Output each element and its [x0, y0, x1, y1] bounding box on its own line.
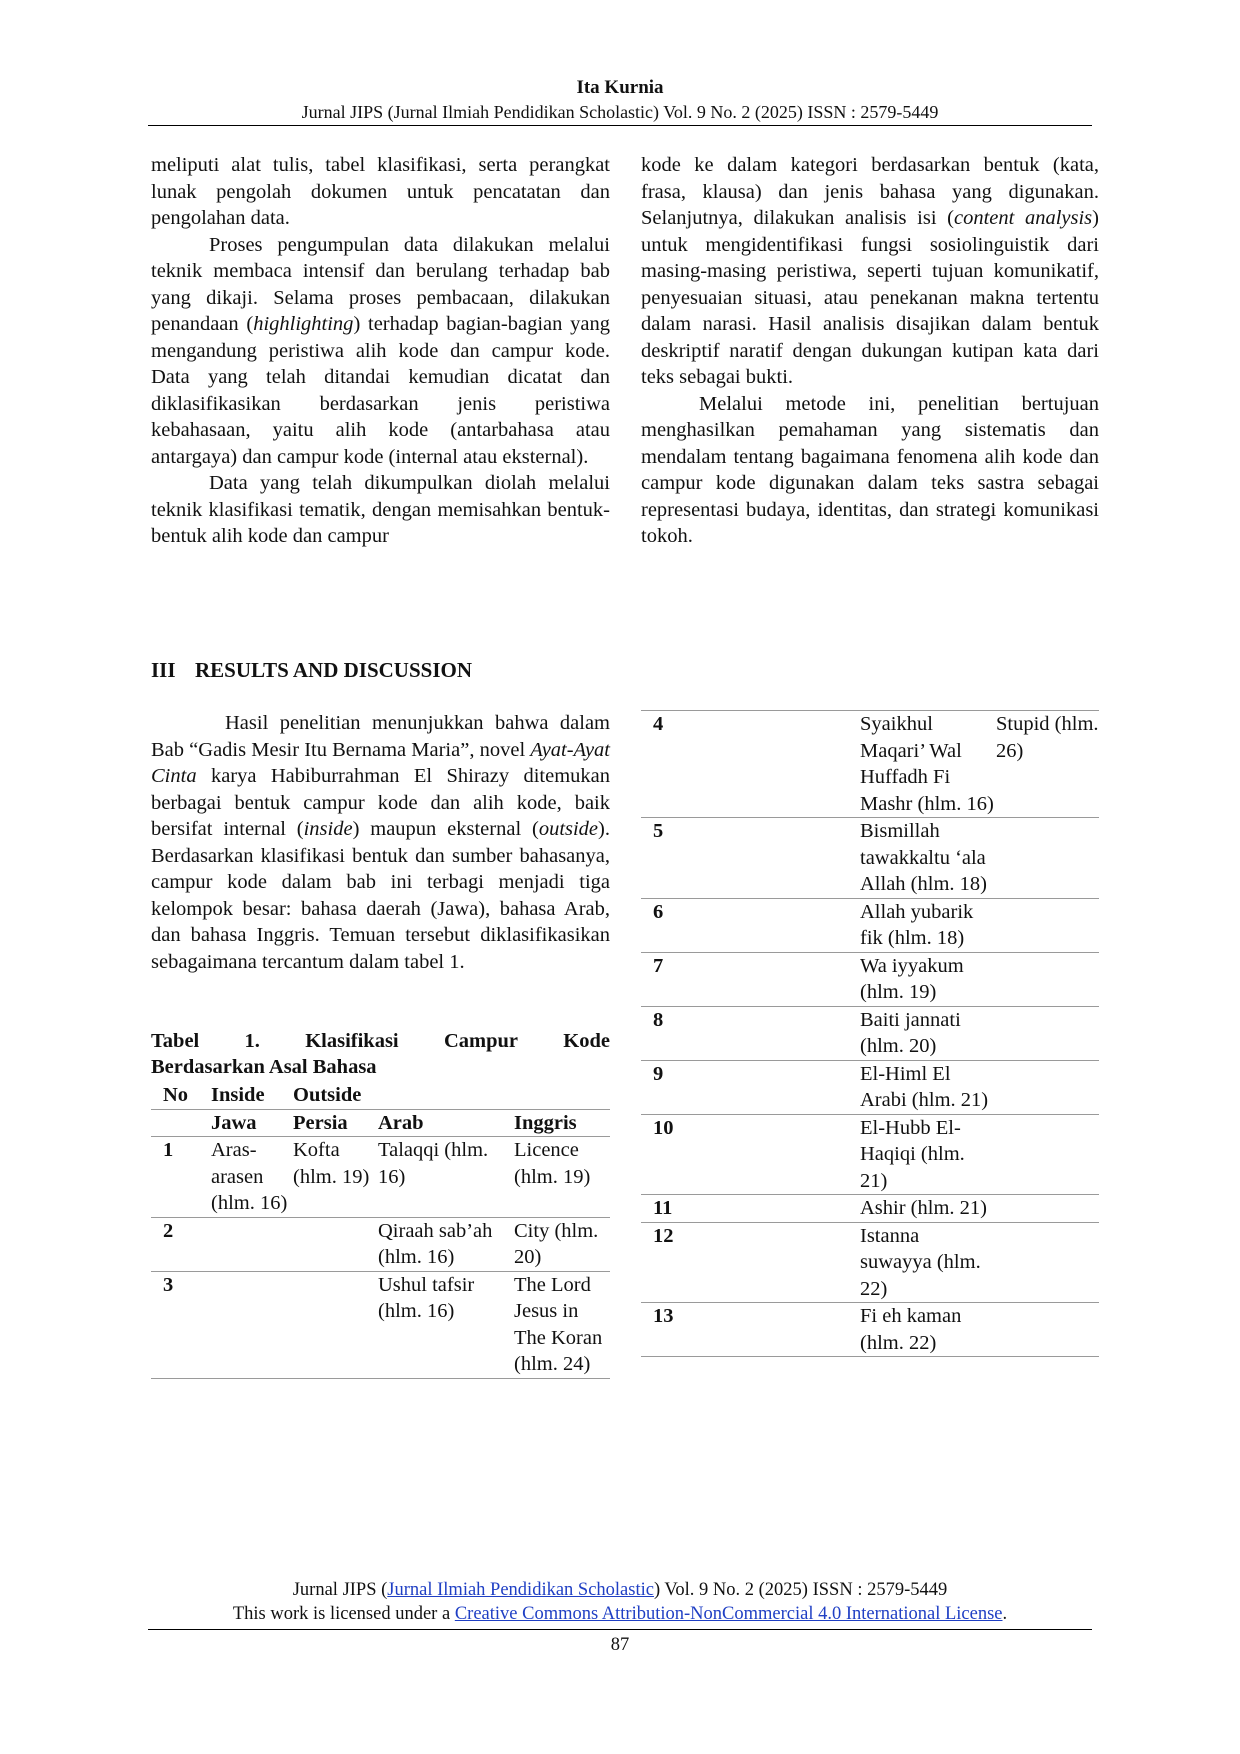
cell-inggris — [996, 1195, 1099, 1223]
page-footer — [148, 1578, 1092, 1626]
table-row — [641, 1222, 1099, 1303]
cell-arab: Fi eh kaman (hlm. 22) — [860, 1303, 996, 1357]
text: ) maupun eksternal ( — [352, 818, 539, 840]
header-jawa: Jawa — [211, 1109, 293, 1137]
header-inggris: Inggris — [514, 1109, 610, 1137]
table-row — [151, 1137, 610, 1218]
paragraph — [151, 710, 610, 975]
table-row — [641, 1006, 1099, 1060]
text: kode ke dalam kategori berdasarkan bentuk (kata, frasa, klausa) dan jenis bahasa yang digunakan. Selanjutnya, dilakukan analisis isi ( — [641, 154, 1099, 229]
results-paragraph — [151, 710, 610, 975]
cell-arab: El-Himl El Arabi (hlm. 21) — [860, 1060, 996, 1114]
cell-jawa — [211, 1271, 293, 1378]
text: Hasil penelitian menunjukkan bahwa dalam Bab “Gadis Mesir Itu Bernama Maria”, novel — [151, 712, 610, 761]
cell-no: 1 — [151, 1137, 211, 1218]
cell-arab: Talaqqi (hlm. 16) — [378, 1137, 514, 1218]
cell-inggris — [996, 1222, 1099, 1303]
text: ) terhadap bagian-bagian yang mengandung peristiwa alih kode dan campur kode. Data yang telah ditandai kemudian dicatat dan diklasifikasikan berdasarkan jenis peristiwa kebahasaan, yaitu alih kode (antarbahasa atau antargaya) dan campur kode (internal atau eksternal). — [151, 313, 610, 468]
cell-persia: Kofta (hlm. 19) — [293, 1137, 378, 1218]
cell-inggris — [996, 1303, 1099, 1357]
section-title: RESULTS AND DISCUSSION — [195, 658, 472, 682]
cell-inggris — [996, 952, 1099, 1006]
cell-arab: Allah yubarik fik (hlm. 18) — [860, 898, 996, 952]
emphasis: highlighting — [253, 313, 354, 335]
cell-no: 7 — [641, 952, 860, 1006]
header-persia: Persia — [293, 1109, 378, 1137]
header-outside: Outside — [293, 1082, 610, 1109]
section-heading — [151, 656, 472, 684]
cell-inggris — [996, 1006, 1099, 1060]
text: Proses pengumpulan data dilakukan melalui teknik membaca intensif dan berulang terhadap bab yang dikaji. Selama proses pembacaan, dilakukan penandaan ( — [151, 233, 610, 335]
cell-no: 3 — [151, 1271, 211, 1378]
emphasis: inside — [303, 818, 353, 840]
cell-arab: Qiraah sab’ah (hlm. 16) — [378, 1217, 514, 1271]
table-row — [151, 1217, 610, 1271]
text: karya Habiburrahman El Shirazy ditemukan berbagai bentuk campur kode dan alih kode, baik bersifat internal ( — [151, 765, 610, 840]
cell-no: 4 — [641, 711, 860, 818]
header-inside: Inside — [211, 1082, 293, 1109]
cell-no: 5 — [641, 818, 860, 899]
cell-inggris — [996, 898, 1099, 952]
caption-word: Klasifikasi — [305, 1030, 399, 1052]
cell-persia — [293, 1217, 378, 1271]
caption-word: 1. — [244, 1030, 260, 1052]
running-head — [148, 76, 1092, 124]
footer-rule — [148, 1629, 1092, 1630]
cell-arab: El-Hubb El-Haqiqi (hlm. 21) — [860, 1114, 996, 1195]
paragraph: meliputi alat tulis, tabel klasifikasi, serta perangkat lunak pengolah dokumen untuk pencatatan dan pengolahan data. — [151, 154, 610, 229]
text: ). Berdasarkan klasifikasi bentuk dan sumber bahasanya, campur kode dalam bab ini terbagi menjadi tiga kelompok besar: bahasa daerah (Jawa), bahasa Arab, dan bahasa Inggris. Temuan tersebut diklasifikasikan sebagaimana tercantum dalam tabel 1. — [151, 818, 610, 973]
table-row — [151, 1271, 610, 1378]
emphasis: content analysis — [953, 207, 1093, 229]
cell-persia — [293, 1271, 378, 1378]
header-arab: Arab — [378, 1109, 514, 1137]
text: Jurnal JIPS ( — [292, 1580, 388, 1600]
caption-word: Tabel — [151, 1030, 200, 1052]
cell-arab: Ashir (hlm. 21) — [860, 1195, 996, 1223]
cell-no: 6 — [641, 898, 860, 952]
paragraph — [151, 232, 610, 471]
classification-table — [151, 1082, 610, 1379]
author-name: Ita Kurnia — [576, 77, 664, 98]
license-link[interactable]: Creative Commons Attribution-NonCommercial 4.0 International License — [454, 1604, 1003, 1624]
text: . — [1002, 1604, 1008, 1624]
journal-link[interactable]: Jurnal Ilmiah Pendidikan Scholastic — [387, 1580, 654, 1600]
cell-inggris — [996, 818, 1099, 899]
cell-no: 8 — [641, 1006, 860, 1060]
cell-jawa: Aras-arasen (hlm. 16) — [211, 1137, 293, 1218]
paragraph: Data yang telah dikumpulkan diolah melalui teknik klasifikasi tematik, dengan memisahkan bentuk-bentuk alih kode dan campur — [151, 472, 610, 547]
table-row — [641, 1303, 1099, 1357]
cell-inggris: Licence (hlm. 19) — [514, 1137, 610, 1218]
cell-no: 2 — [151, 1217, 211, 1271]
paragraph — [641, 152, 1099, 391]
table-row — [641, 952, 1099, 1006]
cell-no: 9 — [641, 1060, 860, 1114]
paragraph: Melalui metode ini, penelitian bertujuan menghasilkan pemahaman yang sistematis dan mendalam tentang bagaimana fenomena alih kode dan campur kode digunakan dalam teks sastra sebagai representasi budaya, identitas, dan strategi komunikasi tokoh. — [641, 392, 1099, 547]
cell-arab: Istanna suwayya (hlm. 22) — [860, 1222, 996, 1303]
section-number: III — [151, 658, 176, 682]
caption-word: Kode — [563, 1030, 610, 1052]
page-number: 87 — [610, 1635, 630, 1655]
caption-word: Campur — [443, 1030, 518, 1052]
cell-arab: Baiti jannati (hlm. 20) — [860, 1006, 996, 1060]
cell-arab: Bismillah tawakkaltu ‘ala Allah (hlm. 18) — [860, 818, 996, 899]
cell-inggris — [996, 1114, 1099, 1195]
footer-journal-line — [148, 1578, 1092, 1602]
cell-no: 11 — [641, 1195, 860, 1223]
table-row — [641, 1060, 1099, 1114]
text: ) untuk mengidentifikasi fungsi sosiolinguistik dari masing-masing peristiwa, seperti tujuan komunikatif, penyesuaian situasi, atau penekanan makna tertentu dalam narasi. Hasil analisis disajikan dalam bentuk deskriptif naratif dengan dukungan kutipan kata dari teks sebagai bukti. — [641, 207, 1099, 388]
classification-table-continued — [641, 710, 1099, 1357]
table-header-row — [151, 1082, 610, 1109]
cell-inggris: The Lord Jesus in The Koran (hlm. 24) — [514, 1271, 610, 1378]
cell-arab: Wa iyyakum (hlm. 19) — [860, 952, 996, 1006]
cell-no: 13 — [641, 1303, 860, 1357]
table-row — [641, 1114, 1099, 1195]
cell-arab: Ushul tafsir (hlm. 16) — [378, 1271, 514, 1378]
emphasis: Ayat-Ayat Cinta — [151, 738, 610, 787]
text: This work is licensed under a — [232, 1604, 455, 1624]
header-rule — [148, 125, 1092, 126]
table-row — [641, 818, 1099, 899]
footer-license-line — [148, 1602, 1092, 1626]
cell-inggris — [996, 1060, 1099, 1114]
table-subheader-row — [151, 1109, 610, 1137]
table-caption — [151, 1028, 610, 1080]
cell-inggris: Stupid (hlm. 26) — [996, 711, 1099, 818]
table-row — [641, 1195, 1099, 1223]
cell-no: 10 — [641, 1114, 860, 1195]
header-no: No — [151, 1082, 211, 1109]
cell-jawa — [211, 1217, 293, 1271]
emphasis: outside — [538, 818, 599, 840]
right-column — [641, 152, 1099, 550]
text: ) Vol. 9 No. 2 (2025) ISSN : 2579-5449 — [653, 1580, 948, 1600]
table-row — [641, 898, 1099, 952]
table-row — [641, 711, 1099, 818]
cell-no: 12 — [641, 1222, 860, 1303]
cell-inggris: City (hlm. 20) — [514, 1217, 610, 1271]
journal-header: Jurnal JIPS (Jurnal Ilmiah Pendidikan Scholastic) Vol. 9 No. 2 (2025) ISSN : 2579-5449 — [301, 102, 939, 122]
caption-line: Berdasarkan Asal Bahasa — [151, 1056, 377, 1078]
cell-arab: Syaikhul Maqari’ Wal Huffadh Fi Mashr (hlm. 16) — [860, 711, 996, 818]
left-column — [151, 152, 610, 550]
header-empty — [151, 1109, 211, 1137]
